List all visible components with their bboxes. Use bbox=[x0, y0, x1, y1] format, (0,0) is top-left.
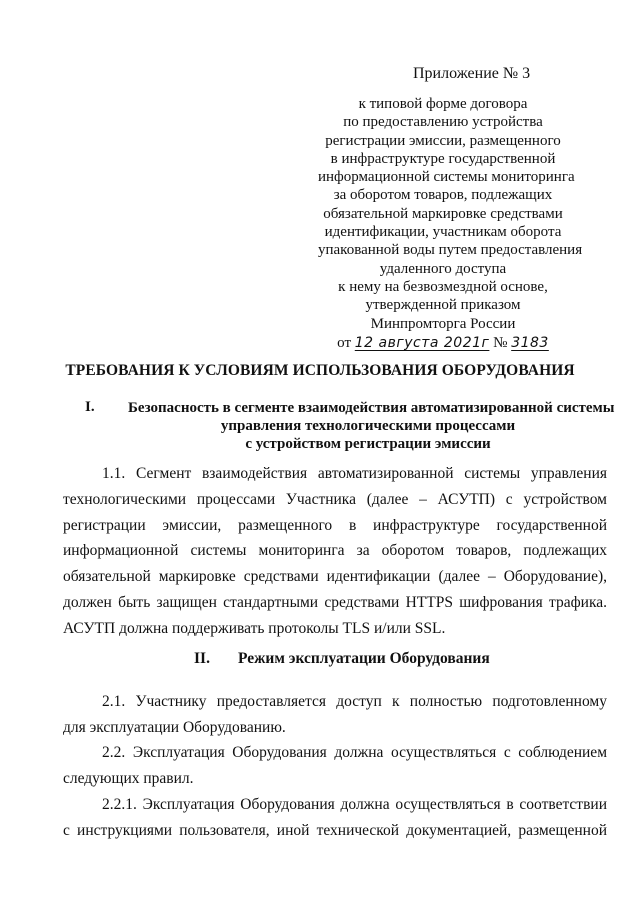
paragraph-2-2-1 bbox=[63, 792, 607, 844]
appendix-approval-block bbox=[318, 95, 583, 352]
number-label: № bbox=[493, 334, 508, 351]
paragraph-line: регистрации эмиссии, размещенного в инфраструктуре государственной bbox=[63, 516, 607, 534]
section-2-title: Режим эксплуатации Оборудования bbox=[238, 650, 490, 667]
handwritten-date: 12 августа 2021г bbox=[354, 334, 490, 351]
section-1-number: I. bbox=[85, 399, 95, 415]
paragraph-line: следующих правил. bbox=[63, 769, 194, 787]
section-title-line: управления технологическими процессами bbox=[220, 418, 516, 434]
paragraph-line: 1.1. Сегмент взаимодействия автоматизированной системы управления bbox=[102, 465, 607, 482]
paragraph-1-1 bbox=[63, 461, 607, 642]
handwritten-number: 3183 bbox=[511, 334, 549, 351]
paragraph-line: 2.2. Эксплуатация Оборудования должна осуществляться с соблюдением bbox=[102, 744, 607, 761]
appendix-line: к нему на безвозмездной основе, bbox=[338, 278, 548, 295]
paragraph-line: 2.2.1. Эксплуатация Оборудования должна осуществляться в соответствии bbox=[102, 796, 607, 813]
appendix-line: утвержденной приказом bbox=[365, 297, 521, 314]
section-1-title bbox=[128, 399, 615, 453]
appendix-title: Приложение № 3 bbox=[413, 65, 531, 82]
paragraph-2-2 bbox=[63, 740, 607, 792]
appendix-line: Минпромторга России bbox=[370, 315, 516, 332]
appendix-line: удаленного доступа bbox=[379, 260, 507, 277]
paragraph-line: технологическими процессами Участника (далее – АСУТП) с устройством bbox=[63, 490, 607, 508]
appendix-line: идентификации, участникам оборота bbox=[324, 224, 562, 241]
appendix-line: упакованной воды путем предоставления bbox=[318, 242, 583, 259]
paragraph-line: с инструкциями пользователя, иной технической документацией, размещенной bbox=[63, 821, 607, 839]
section-2-heading bbox=[194, 650, 490, 668]
date-prefix: от bbox=[337, 334, 352, 351]
paragraph-line: обязательной маркировке средствами идентификации (далее – Оборудование), bbox=[63, 568, 607, 586]
appendix-line: информационной системы мониторинга bbox=[318, 169, 575, 186]
paragraph-line: информационной системы мониторинга за оборотом товаров, подлежащих bbox=[63, 542, 607, 560]
appendix-line: в инфраструктуре государственной bbox=[330, 150, 556, 167]
section-2-number: II. bbox=[194, 650, 210, 667]
appendix-line: обязательной маркировке средствами bbox=[323, 205, 563, 222]
paragraph-line: должен быть защищен стандартными средствами HTTPS шифрования трафика. bbox=[63, 593, 607, 611]
section-title-line: с устройством регистрации эмиссии bbox=[245, 436, 491, 452]
paragraph-line: АСУТП должна поддерживать протоколы TLS и/или SSL. bbox=[63, 619, 446, 637]
appendix-line: по предоставлению устройства bbox=[343, 114, 543, 131]
appendix-line: регистрации эмиссии, размещенного bbox=[325, 132, 561, 149]
paragraph-line: для эксплуатации Оборудованию. bbox=[63, 718, 286, 736]
paragraph-2-1 bbox=[63, 689, 607, 741]
document-title: ТРЕБОВАНИЯ К УСЛОВИЯМ ИСПОЛЬЗОВАНИЯ ОБОРУДОВАНИЯ bbox=[65, 362, 575, 379]
paragraph-line: 2.1. Участнику предоставляется доступ к полностью подготовленному bbox=[102, 693, 607, 710]
section-title-line: Безопасность в сегменте взаимодействия автоматизированной системы bbox=[128, 400, 615, 416]
approval-date-line bbox=[318, 334, 568, 352]
appendix-line: к типовой форме договора bbox=[358, 96, 528, 112]
appendix-line: за оборотом товаров, подлежащих bbox=[333, 187, 553, 204]
